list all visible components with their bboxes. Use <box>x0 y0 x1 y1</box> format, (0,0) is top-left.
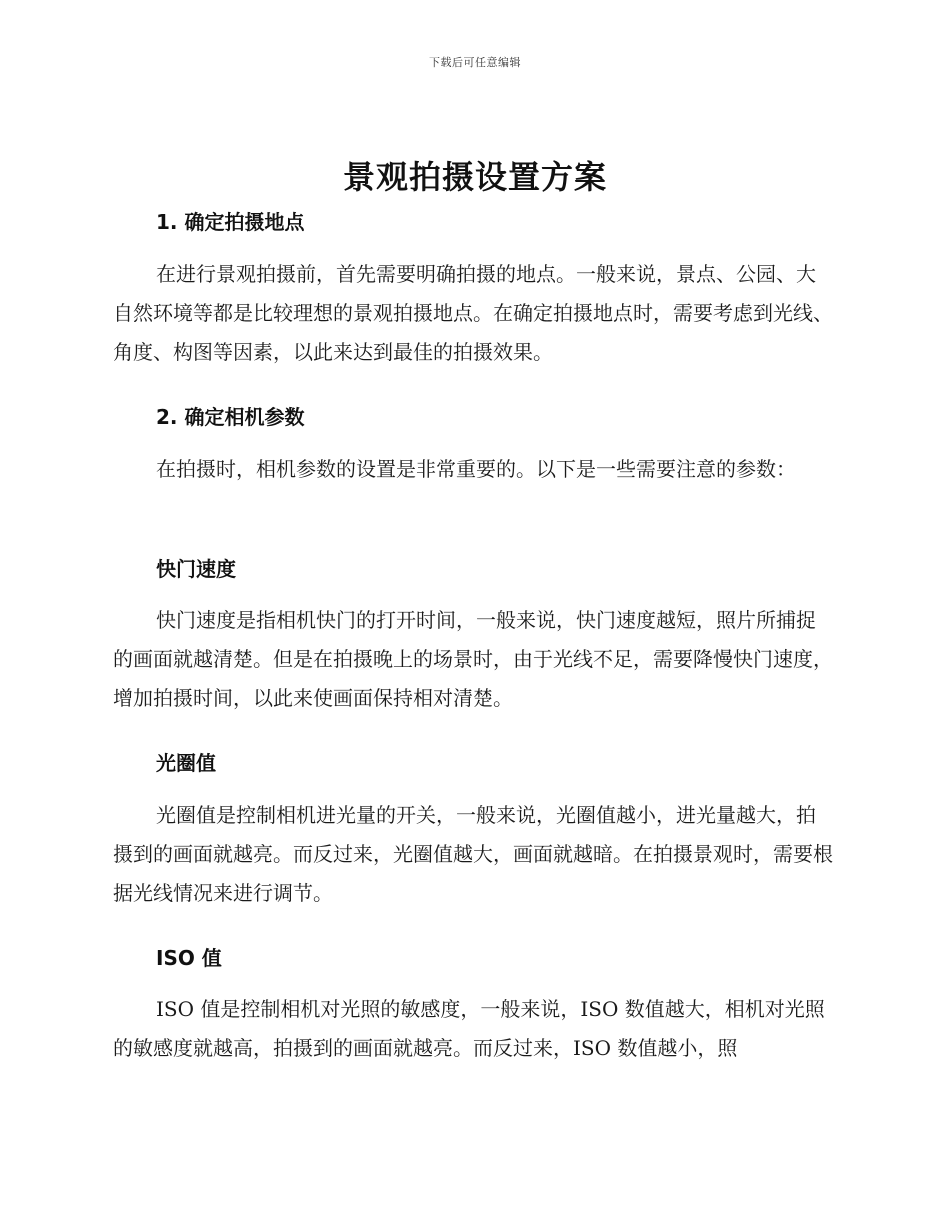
subheading-aperture: 光圈值 <box>156 751 216 775</box>
paragraph-shutter-speed: 快门速度是指相机快门的打开时间，一般来说，快门速度越短，照片所捕捉的画面就越清楚。但是在拍摄晚上的场景时，由于光线不足，需要降慢快门速度，增加拍摄时间，以此来使画面保持相对清楚。 <box>113 608 833 710</box>
page-header: 下载后可任意编辑 <box>429 56 521 69</box>
subheading-shutter-speed: 快门速度 <box>156 557 236 581</box>
paragraph-camera-params: 在拍摄时，相机参数的设置是非常重要的。以下是一些需要注意的参数： <box>156 457 796 481</box>
subheading-iso: ISO 值 <box>156 946 222 970</box>
section-heading-location: 1. 确定拍摄地点 <box>156 210 305 234</box>
section-heading-camera-params: 2. 确定相机参数 <box>156 405 305 429</box>
paragraph-location: 在进行景观拍摄前，首先需要明确拍摄的地点。一般来说，景点、公园、大自然环境等都是比较理想的景观拍摄地点。在确定拍摄地点时，需要考虑到光线、角度、构图等因素，以此来达到最佳的拍摄效果。 <box>113 262 833 364</box>
paragraph-aperture: 光圈值是控制相机进光量的开关，一般来说，光圈值越小，进光量越大，拍摄到的画面就越亮。而反过来，光圈值越大，画面就越暗。在拍摄景观时，需要根据光线情况来进行调节。 <box>113 803 833 905</box>
paragraph-iso: ISO 值是控制相机对光照的敏感度，一般来说，ISO 数值越大，相机对光照的敏感度就越高，拍摄到的画面就越亮。而反过来，ISO 数值越小，照 <box>113 997 825 1060</box>
document-title: 景观拍摄设置方案 <box>342 158 607 196</box>
